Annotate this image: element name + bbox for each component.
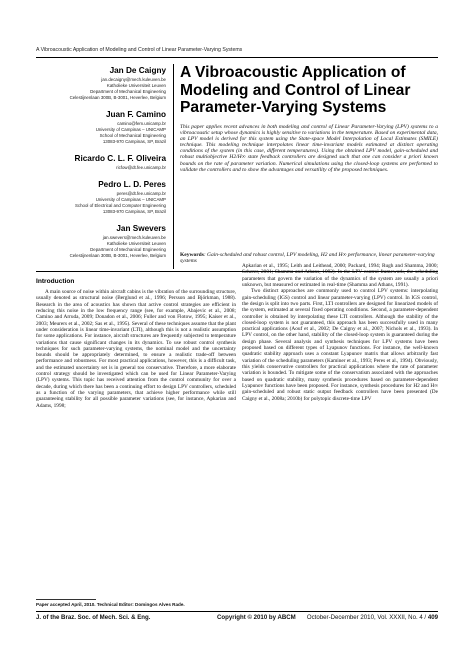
author-3	[36, 154, 166, 171]
right-column	[242, 263, 438, 402]
footer-rule	[36, 611, 438, 612]
author-name: Juan F. Camino	[105, 110, 166, 119]
author-address: Celestijnenlaan 300B, B-3001, Heverlee, Belgium	[69, 253, 166, 258]
author-name: Jan Swevers	[116, 224, 166, 233]
author-affiliation: Katholieke Universiteit Leuven	[106, 83, 166, 88]
author-address: Celestijnenlaan 300B, B-3001, Heverlee, Belgium	[69, 95, 166, 100]
author-department: School of Electrical and Computer Engineering	[74, 203, 166, 208]
page-footer	[36, 614, 438, 624]
footer-copyright: Copyright © 2010 by ABCM	[217, 614, 296, 621]
author-email: jan.decaigny@mech.kuleuven.be	[101, 77, 166, 82]
paper-title: A Vibroacoustic Application of Modeling and Control of Linear Parameter-Varying Systems	[180, 64, 411, 116]
section-heading-introduction: Introduction	[36, 278, 75, 285]
body-paragraph: Apkarian et al., 1995; Leith and Leithead, 2000; Packard, 1994; Rugh and Shamma, 2000; Scherer, 2001; Shamma and Athans, 1992). In the LPV control framework, the scheduling parameters that govern the variation of the dynamics of the system are usually a priori unknown, but measured or estimated in real-time (Shamma and Athans, 1991).	[242, 263, 438, 288]
author-department: Department of Mechanical Engineering	[90, 89, 166, 94]
author-email: camino@fem.unicamp.br	[117, 121, 166, 126]
keywords-label: Keywords	[180, 252, 204, 258]
author-affiliation: University of Campinas – UNICAMP	[95, 197, 166, 202]
footer-issue-text: October-December 2010, Vol. XXXII, No. 4 /	[306, 614, 427, 621]
author-affiliation: University of Campinas – UNICAMP	[95, 127, 166, 132]
author-department: Department of Mechanical Engineering	[90, 247, 166, 252]
author-affiliation: Katholieke Universiteit Leuven	[106, 241, 166, 246]
footer-issue	[307, 614, 438, 621]
author-address: 13083-970 Campinas, SP, Brazil	[102, 209, 166, 214]
author-1	[36, 66, 166, 101]
footer-journal: J. of the Braz. Soc. of Mech. Sci. & Eng.	[36, 614, 151, 621]
author-email: peres@dt.fee.unicamp.br	[116, 191, 166, 196]
body-paragraph: A main source of noise within aircraft cabins is the vibration of the surrounding structure, usually denoted as structural noise (Berglund et al., 1996; Persson and Björkman, 1988). Research in the area of acoustics has shown that active control strategies are efficient in reducing this noise in the low frequency range (see, for example, Abajevic et al., 2008; Camino and Arruda, 2009; Donadon et al., 2006; Fuller and von Flotow, 1995; Kaiser et al., 2003; Meurers et al., 2002; Sas et al., 1995). Several of these techniques assume that the plant under consideration is linear time-invariant (LTI), although this is not a realistic assumption for some applications. For instance, aircraft structures are frequently subjected to temperature variations that cause significant changes in its dynamics. To use robust control synthesis techniques for such parameter-varying systems, the nominal model and the uncertainty bounds should be appropriately determined, to ensure a realistic trade-off between performance and robustness. For most practical applications, however, this is a difficult task, and the estimated uncertainty set is in general too conservative. Therefore, a more elaborate control strategy should be investigated which can be used for Linear Parameter-Varying (LPV) systems. This topic has received attention from the control community for over a decade, during which there has been a continuing effort to design LPV controllers, scheduled as a function of the varying parameters, that achieve higher performance while still guaranteeing stability for all possible parameter variations (see, for instance, Apkarian and Adams, 1998;	[36, 289, 236, 409]
author-4	[36, 180, 166, 215]
author-name: Ricardo C. L. F. Oliveira	[74, 154, 166, 163]
author-name: Pedro L. D. Peres	[98, 180, 166, 189]
top-rule	[36, 57, 438, 58]
header-divider	[173, 64, 174, 269]
author-2	[36, 110, 166, 145]
left-column	[36, 289, 236, 409]
footnote: Paper accepted April, 2010. Technical Editor: Domingos Alves Rade.	[36, 602, 185, 607]
running-head: A Vibroacoustic Application of Modeling and Control of Linear Parameter-Varying Systems	[36, 47, 243, 53]
author-department: School of Mechanical Engineering	[99, 133, 166, 138]
author-name: Jan De Caigny	[109, 66, 166, 75]
author-5	[36, 224, 166, 259]
keywords-text: : Gain-scheduled and robust control, LPV modeling, H2 and H∞ performance, linear parameter-varying systems	[180, 252, 435, 265]
footnote-rule	[36, 599, 96, 600]
author-block	[36, 66, 166, 268]
page-number: 409	[427, 614, 438, 621]
abstract: This paper applies recent advances in both modeling and control of Linear Parameter-Varying (LPV) systems to a vibroacoustic setup whose dynamics is highly sensitive to variations in the temperature. Based on experimental data, an LPV model is derived for this system using the State-space Model Interpolation of Local Estimates (SMILE) technique. This modeling technique interpolates linear time-invariant models estimated at distinct operating conditions of the system (in this case, different temperatures). Using the obtained LPV model, gain-scheduled and robust multiobjective H2/H∞ state feedback controllers are designed such that one can consider a priori known bounds on the rate of parameter variation. Numerical simulations using the closed-loop systems are performed to validate the controllers and to show the advantages and versatility of the proposed techniques.	[180, 124, 438, 173]
body-paragraph: Two distinct approaches are commonly used to control LPV systems: interpolating gain-scheduling (IGS) control and linear parameter-varying (LPV) control. In IGS control, the design is split into two parts. First, LTI controllers are designed for linearized models of the system, estimated at several fixed operating conditions. Second, a parameter-dependent controller is obtained by interpolating these LTI controllers. Although the stability of the closed-loop system is not guaranteed, this approach has been successfully used in many practical applications (Aouf et al., 2002; De Caigny et al., 2007; Nichols et al., 1993). In LPV control, on the other hand, stability of the closed-loop system is guaranteed during the design phase. Several analysis and synthesis techniques for LPV systems have been proposed based on different types of Lyapunov functions. For instance, the well-known quadratic stability approach uses a constant Lyapunov matrix that allows arbitrarily fast variation of the scheduling parameters (Kaminer et al., 1993; Peres et al., 1994). Obviously, this yields conservative controllers for practical applications where the rate of parameter variation is bounded. To mitigate some of the conservatism associated with the approaches based on quadratic stability, many synthesis procedures based on parameter-dependent Lyapunov functions have been proposed. For instance, synthesis procedures for H2 and H∞ gain-scheduled and robust static output feedback controllers have been presented (De Caigny et al., 2008a; 2010b) for polytopic discrete-time LPV	[242, 288, 438, 402]
author-email: ricfow@dt.fee.unicamp.br	[116, 165, 166, 170]
author-address: 13083-970 Campinas, SP, Brazil	[102, 139, 166, 144]
author-email: jan.swevers@mech.kuleuven.be	[102, 235, 166, 240]
